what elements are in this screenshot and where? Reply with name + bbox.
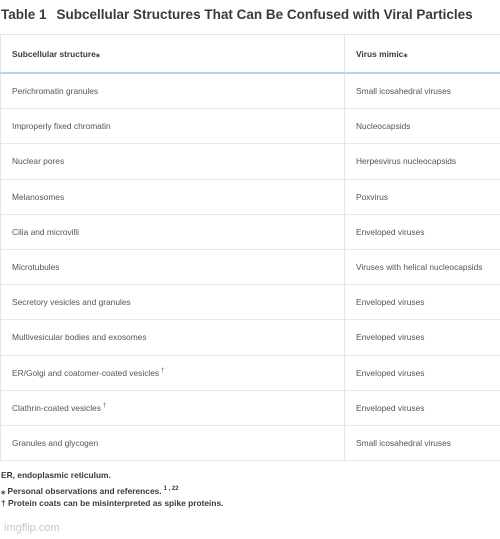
table-caption: Subcellular Structures That Can Be Confused with Viral Particles <box>56 7 473 22</box>
cell-subcellular-structure <box>1 144 345 179</box>
cell-subcellular-structure <box>1 425 345 460</box>
table-row <box>1 73 500 109</box>
structure-text: Improperly fixed chromatin <box>12 121 111 132</box>
dagger-footnote-marker: † <box>161 367 165 374</box>
table-row <box>1 355 500 390</box>
cell-virus-mimic: Nucleocapsids <box>345 109 500 144</box>
cell-virus-mimic: Enveloped viruses <box>345 320 500 355</box>
structure-text: Microtubules <box>12 262 60 273</box>
cell-virus-mimic: Small icosahedral viruses <box>345 73 500 109</box>
cell-subcellular-structure <box>1 355 345 390</box>
cell-virus-mimic: Poxvirus <box>345 179 500 214</box>
data-table <box>0 34 500 461</box>
structure-text: Cilia and microvilli <box>12 226 80 237</box>
table-row <box>1 249 500 284</box>
dagger-footnote-marker: † <box>102 402 107 409</box>
structure-text: Perichromatin granules <box>12 86 99 97</box>
table-row <box>1 425 500 460</box>
cell-subcellular-structure <box>1 390 345 425</box>
footnote-reference-links[interactable]: 1 , 22 <box>163 486 179 493</box>
structure-text: Melanosomes <box>12 191 65 202</box>
watermark: imgflip.com <box>4 522 60 534</box>
table-row <box>1 285 500 320</box>
table-row <box>1 144 500 179</box>
table-body <box>1 73 500 461</box>
footnote-personal-text: ⁎ Personal observations and references. <box>1 486 162 496</box>
cell-virus-mimic: Viruses with helical nucleocapsids <box>345 249 500 284</box>
structure-text: ER/Golgi and coatomer-coated vesicles <box>12 367 160 378</box>
cell-virus-mimic: Herpesvirus nucleocapsids <box>345 144 500 179</box>
footnote-protein-coats: † Protein coats can be misinterpreted as spike proteins. <box>1 498 224 508</box>
cell-subcellular-structure <box>1 285 345 320</box>
table-row <box>1 109 500 144</box>
header-virus-mimic: Virus mimic⁎ <box>345 35 500 74</box>
structure-text: Secretory vesicles and granules <box>12 297 131 308</box>
cell-subcellular-structure <box>1 249 345 284</box>
cell-virus-mimic: Enveloped viruses <box>345 285 500 320</box>
table-row <box>1 390 500 425</box>
table-number: Table 1 <box>1 7 47 22</box>
cell-subcellular-structure <box>1 320 345 355</box>
cell-subcellular-structure <box>1 109 345 144</box>
cell-virus-mimic: Small icosahedral viruses <box>345 425 500 460</box>
footnote-abbreviation: ER, endoplasmic reticulum. <box>1 470 111 480</box>
cell-subcellular-structure <box>1 73 345 109</box>
structure-text: Multivesicular bodies and exosomes <box>12 332 147 343</box>
structure-text: Nuclear pores <box>12 156 65 167</box>
table-row <box>1 214 500 249</box>
cell-subcellular-structure <box>1 179 345 214</box>
table-row <box>1 320 500 355</box>
table-title <box>1 7 473 22</box>
structure-text: Granules and glycogen <box>12 437 99 448</box>
table-row <box>1 179 500 214</box>
footnote-personal-observations <box>1 486 179 496</box>
cell-subcellular-structure <box>1 214 345 249</box>
cell-virus-mimic: Enveloped viruses <box>345 390 500 425</box>
header-subcellular-structure: Subcellular structure⁎ <box>1 35 345 74</box>
cell-virus-mimic: Enveloped viruses <box>345 355 500 390</box>
table-header-row <box>1 35 500 74</box>
structure-text: Clathrin-coated vesicles <box>12 402 101 413</box>
cell-virus-mimic: Enveloped viruses <box>345 214 500 249</box>
